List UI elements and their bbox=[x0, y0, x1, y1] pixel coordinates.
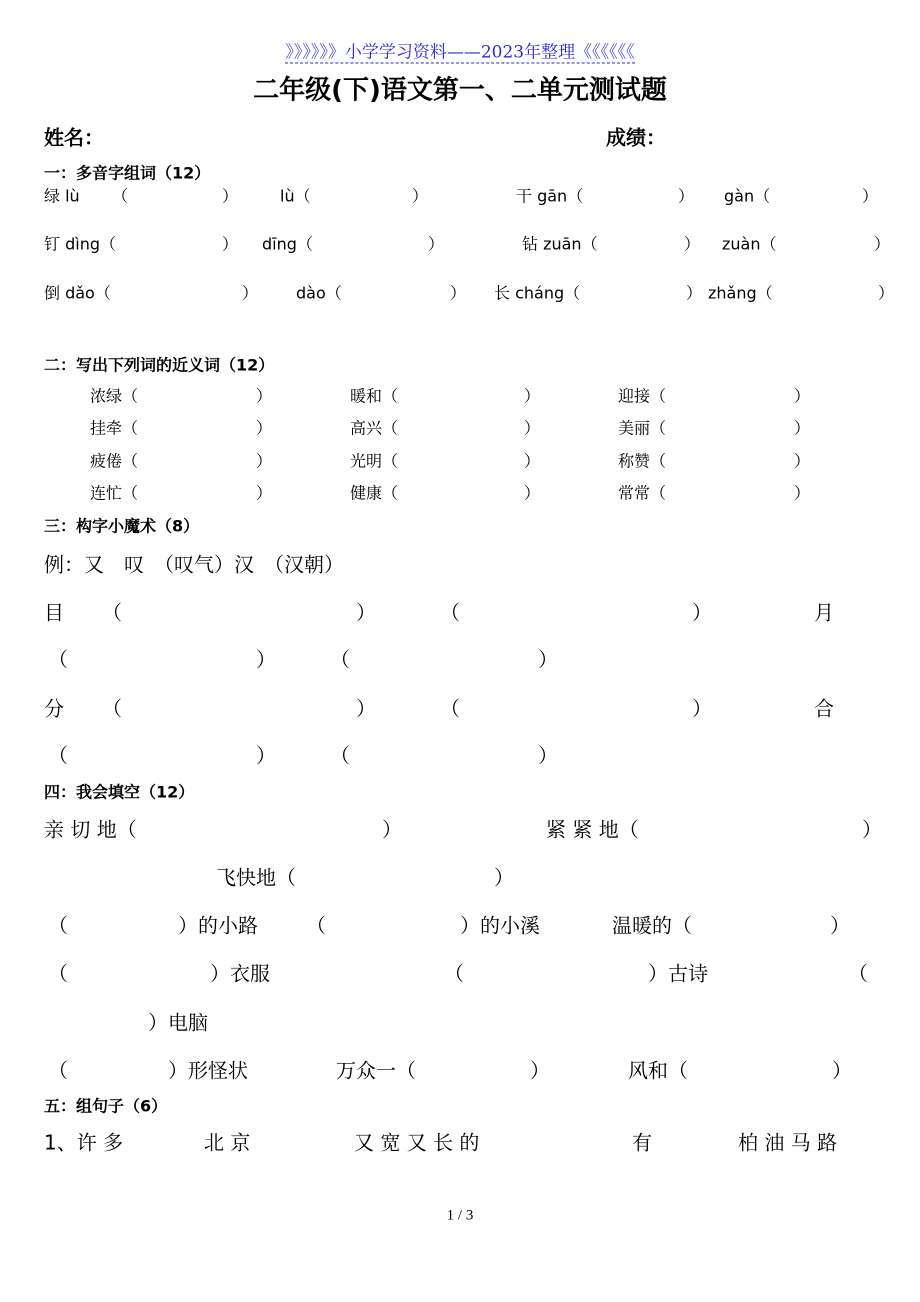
s3-text: （ bbox=[330, 647, 350, 672]
synonym-word: 迎接（ bbox=[618, 386, 667, 406]
s3-text: ） bbox=[256, 743, 276, 768]
s3-text: 目 bbox=[44, 600, 64, 625]
section-3-heading: 三：构字小魔术（8） bbox=[44, 516, 200, 536]
s1-text: ） bbox=[428, 234, 445, 254]
synonym-word: 称赞（ bbox=[618, 451, 667, 471]
bracket: ） bbox=[794, 418, 811, 438]
synonym-word: 挂牵（ bbox=[90, 418, 139, 438]
s3-text: 月 bbox=[814, 600, 834, 625]
s4-text: 飞快地（ bbox=[216, 865, 296, 890]
s3-text: ） bbox=[692, 696, 712, 721]
bracket: ） bbox=[256, 451, 273, 471]
s4-text: 温暖的（ bbox=[612, 913, 692, 938]
s3-text: ） bbox=[538, 647, 558, 672]
s3-text: ） bbox=[538, 743, 558, 768]
s1-text: ） bbox=[450, 283, 467, 303]
s4-text: （ bbox=[306, 913, 326, 938]
bracket: ） bbox=[256, 483, 273, 503]
s3-text: （ bbox=[48, 743, 68, 768]
bracket: ） bbox=[794, 483, 811, 503]
synonym-word: 光明（ bbox=[350, 451, 399, 471]
s3-text: ） bbox=[692, 600, 712, 625]
s4-text: ）电脑 bbox=[148, 1010, 208, 1035]
s4-text: （ bbox=[848, 961, 868, 986]
synonym-word: 疲倦（ bbox=[90, 451, 139, 471]
s4-text: （ bbox=[444, 961, 464, 986]
synonym-word: 高兴（ bbox=[350, 418, 399, 438]
banner-text[interactable]: 》》》》》》小学学习资料——2023年整理《《《《《《 bbox=[285, 42, 635, 63]
bracket: ） bbox=[794, 451, 811, 471]
s5-text: 有 bbox=[632, 1130, 652, 1155]
s1-text: 倒 dǎo（ bbox=[44, 283, 111, 303]
s1-text: ） bbox=[222, 234, 239, 254]
bracket: ） bbox=[524, 483, 541, 503]
s4-text: 紧 紧 地（ bbox=[546, 817, 639, 842]
s1-text: ） bbox=[412, 186, 429, 206]
s3-text: （ bbox=[330, 743, 350, 768]
s5-text: 柏 油 马 路 bbox=[738, 1130, 838, 1155]
s5-text: 又 宽 又 长 的 bbox=[354, 1130, 480, 1155]
name-label: 姓名： bbox=[44, 125, 104, 150]
s1-text: ） bbox=[242, 283, 259, 303]
bracket: ） bbox=[524, 386, 541, 406]
s1-text: dào（ bbox=[296, 283, 342, 303]
s1-text: ） bbox=[222, 186, 239, 206]
s3-text: 合 bbox=[814, 696, 834, 721]
s4-text: ）的小溪 bbox=[460, 913, 540, 938]
s1-text: dīng（ bbox=[262, 234, 313, 254]
s4-text: （ bbox=[48, 913, 68, 938]
s1-text: 钻 zuān（ bbox=[522, 234, 598, 254]
bracket: ） bbox=[794, 386, 811, 406]
s1-text: lù（ bbox=[280, 186, 311, 206]
s1-text: ） bbox=[874, 234, 891, 254]
s1-text: ） bbox=[678, 186, 695, 206]
s4-text: ） bbox=[832, 1058, 852, 1083]
bracket: ） bbox=[256, 386, 273, 406]
s4-text: ） bbox=[530, 1058, 550, 1083]
s4-text: ）的小路 bbox=[178, 913, 258, 938]
s4-text: 风和（ bbox=[628, 1058, 688, 1083]
s4-text: 亲 切 地（ bbox=[44, 817, 137, 842]
banner-link[interactable] bbox=[0, 38, 920, 63]
synonym-word: 健康（ bbox=[350, 483, 399, 503]
s1-text: ） bbox=[862, 186, 879, 206]
s1-text: 钉 dìng（ bbox=[44, 234, 116, 254]
s1-text: zuàn（ bbox=[722, 234, 777, 254]
s1-text: （ bbox=[112, 186, 129, 206]
s1-text: 绿 lù bbox=[44, 186, 80, 206]
score-label: 成绩： bbox=[606, 125, 666, 150]
s4-text: ）古诗 bbox=[648, 961, 708, 986]
s4-text: ） bbox=[494, 865, 514, 890]
s4-text: ） bbox=[830, 913, 850, 938]
s3-text: ） bbox=[256, 647, 276, 672]
bracket: ） bbox=[524, 451, 541, 471]
synonym-word: 暖和（ bbox=[350, 386, 399, 406]
s1-text: zhǎng（ bbox=[708, 283, 773, 303]
s1-text: ） bbox=[878, 283, 895, 303]
s1-text: ） bbox=[686, 283, 703, 303]
s1-text: gàn（ bbox=[724, 186, 771, 206]
s4-text: ） bbox=[862, 817, 882, 842]
section-2-heading: 二：写出下列词的近义词（12） bbox=[44, 355, 275, 375]
s1-text: ） bbox=[684, 234, 701, 254]
section-1-heading: 一：多音字组词（12） bbox=[44, 163, 211, 183]
s3-text: 分 bbox=[44, 696, 64, 721]
s3-text: （ bbox=[440, 600, 460, 625]
s3-text: （ bbox=[440, 696, 460, 721]
section-5-heading: 五：组句子（6） bbox=[44, 1096, 168, 1116]
synonym-word: 常常（ bbox=[618, 483, 667, 503]
synonym-word: 浓绿（ bbox=[90, 386, 139, 406]
s1-text: 长 cháng（ bbox=[494, 283, 581, 303]
bracket: ） bbox=[256, 418, 273, 438]
s5-text: 北 京 bbox=[204, 1130, 251, 1155]
s4-text: （ bbox=[48, 961, 68, 986]
s3-text: （ bbox=[48, 647, 68, 672]
s4-text: 万众一（ bbox=[336, 1058, 416, 1083]
s4-text: ） bbox=[382, 817, 402, 842]
section-4-heading: 四：我会填空（12） bbox=[44, 782, 195, 802]
s4-text: （ bbox=[48, 1058, 68, 1083]
page-title: 二年级(下)语文第一、二单元测试题 bbox=[253, 75, 667, 106]
s3-text: （ bbox=[102, 696, 122, 721]
page-number: 1 / 3 bbox=[446, 1207, 474, 1224]
synonym-word: 美丽（ bbox=[618, 418, 667, 438]
s3-text: （ bbox=[102, 600, 122, 625]
s3-text: ） bbox=[356, 696, 376, 721]
synonym-word: 连忙（ bbox=[90, 483, 139, 503]
s3-text: ） bbox=[356, 600, 376, 625]
s1-text: 干 gān（ bbox=[516, 186, 584, 206]
s5-text: 1、许 多 bbox=[44, 1130, 124, 1155]
example-line: 例：又 叹 （叹气）汉 （汉朝） bbox=[44, 552, 344, 577]
s4-text: ）衣服 bbox=[210, 961, 270, 986]
s4-text: ）形怪状 bbox=[168, 1058, 248, 1083]
bracket: ） bbox=[524, 418, 541, 438]
